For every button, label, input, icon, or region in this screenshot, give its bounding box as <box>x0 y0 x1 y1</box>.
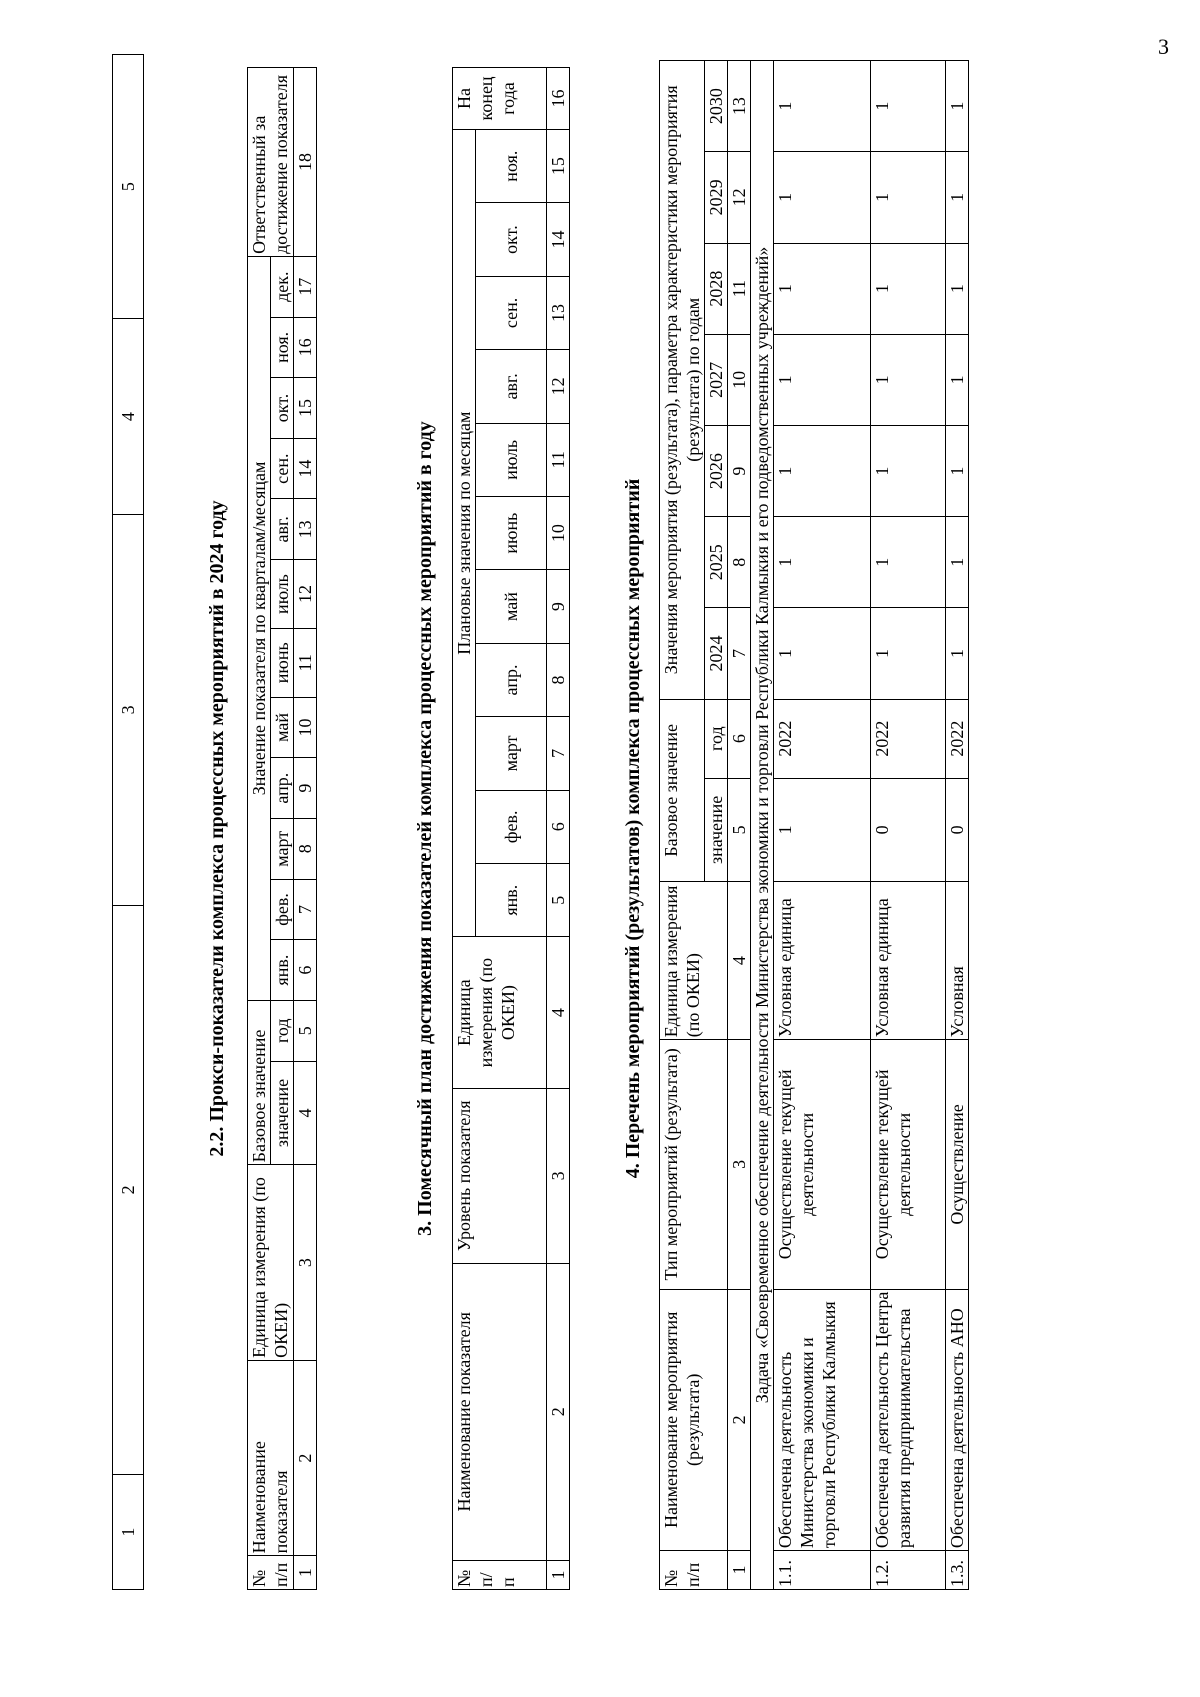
row-num: 1.1. <box>774 1551 871 1590</box>
header-month: дек. <box>271 256 294 317</box>
index-cell: 4 <box>728 882 751 1040</box>
index-cell: 3 <box>728 1040 751 1289</box>
header-year: 2025 <box>705 517 728 608</box>
index-cell: 4 <box>547 937 570 1089</box>
index-cell: 1 <box>728 1551 751 1590</box>
row-value: 1 <box>774 61 871 152</box>
index-cell: 13 <box>547 276 570 349</box>
header-base: Базовое значение <box>248 1000 271 1164</box>
index-cell: 9 <box>547 570 570 643</box>
index-cell: 16 <box>294 317 317 378</box>
row-type: Осуществление <box>946 1040 969 1289</box>
table-header-row <box>248 68 271 1590</box>
header-num: № п/п <box>453 1560 547 1589</box>
row-value: 1 <box>774 608 871 699</box>
header-quarter: Значение показателя по кварталам/месяцам <box>248 256 271 1000</box>
row-base-value: 0 <box>946 778 969 881</box>
header-year: 2026 <box>705 425 728 516</box>
section-4-title: 4. Перечень мероприятий (результатов) комплекса процессных мероприятий <box>622 478 644 1179</box>
index-cell: 2 <box>547 1263 570 1560</box>
index-cell: 1 <box>547 1560 570 1589</box>
header-unit: Единица измерения (по ОКЕИ) <box>660 882 728 1040</box>
table-row <box>113 55 144 1590</box>
row-unit: Условная единица <box>871 882 946 1040</box>
index-cell: 4 <box>113 319 144 515</box>
header-num: № п/п <box>660 1551 728 1590</box>
header-month: янв. <box>476 864 547 937</box>
header-name: Наименование показателя <box>453 1263 547 1560</box>
index-cell: 6 <box>547 790 570 863</box>
index-cell: 10 <box>547 496 570 569</box>
table-row <box>294 68 317 1590</box>
header-month: авг. <box>476 350 547 423</box>
page-number: 3 <box>1158 34 1169 59</box>
header-month: апр. <box>271 758 294 819</box>
row-base-year: 2022 <box>871 699 946 778</box>
index-cell: 15 <box>547 129 570 202</box>
index-cell: 5 <box>294 1000 317 1061</box>
header-year: 2029 <box>705 152 728 243</box>
row-base-value: 1 <box>774 778 871 881</box>
header-month: май <box>271 697 294 758</box>
index-cell: 9 <box>294 758 317 819</box>
row-base-year: 2022 <box>774 699 871 778</box>
header-unit: Единица измерения (по ОКЕИ) <box>248 1165 294 1360</box>
row-name: Обеспечена деятельность Министерства экономики и торговли Республики Калмыкия <box>774 1289 871 1551</box>
index-cell: 14 <box>547 203 570 276</box>
header-unit: Единица измерения (по ОКЕИ) <box>453 937 547 1089</box>
header-base-value: значение <box>705 778 728 881</box>
header-month: июль <box>271 560 294 629</box>
row-num: 1.2. <box>871 1551 946 1590</box>
row-value: 1 <box>946 425 969 516</box>
header-name: Наименование мероприятия (результата) <box>660 1289 728 1551</box>
index-cell: 8 <box>294 818 317 879</box>
row-value: 1 <box>871 152 946 243</box>
table-header-row <box>660 61 705 1590</box>
column-index-table <box>112 54 144 1590</box>
index-cell: 6 <box>728 699 751 778</box>
header-month: март <box>476 717 547 790</box>
row-value: 1 <box>774 425 871 516</box>
header-end-of-year: На конец года <box>453 68 547 130</box>
row-value: 1 <box>946 243 969 334</box>
row-value: 1 <box>774 517 871 608</box>
header-name: Наименование показателя <box>248 1360 294 1555</box>
header-level: Уровень показателя <box>453 1088 547 1263</box>
header-base-year: год <box>271 1000 294 1061</box>
header-type: Тип мероприятий (результата) <box>660 1040 728 1289</box>
row-value: 1 <box>946 152 969 243</box>
row-value: 1 <box>774 243 871 334</box>
proxy-indicators-table <box>247 67 317 1590</box>
activities-table <box>659 60 969 1590</box>
row-value: 1 <box>871 334 946 425</box>
table-row <box>871 61 946 1590</box>
header-month: ноя. <box>271 317 294 378</box>
index-cell: 12 <box>728 152 751 243</box>
header-year: 2028 <box>705 243 728 334</box>
header-plan: Плановые значения по месяцам <box>453 129 476 936</box>
index-cell: 2 <box>728 1289 751 1551</box>
index-cell: 12 <box>294 560 317 629</box>
index-cell: 17 <box>294 256 317 317</box>
header-month: май <box>476 570 547 643</box>
row-value: 1 <box>871 243 946 334</box>
index-cell: 8 <box>547 643 570 716</box>
task-row <box>751 61 774 1590</box>
index-cell: 11 <box>547 423 570 496</box>
index-cell: 2 <box>113 905 144 1475</box>
header-month: окт. <box>271 378 294 439</box>
index-cell: 18 <box>294 68 317 257</box>
index-cell: 12 <box>547 350 570 423</box>
header-year: 2027 <box>705 334 728 425</box>
rotated-page-content <box>112 45 1162 1590</box>
index-cell: 14 <box>294 438 317 499</box>
header-base-value: значение <box>271 1061 294 1165</box>
header-month: апр. <box>476 643 547 716</box>
table-row <box>728 61 751 1590</box>
row-value: 1 <box>774 152 871 243</box>
row-value: 1 <box>946 334 969 425</box>
header-month: июнь <box>476 496 547 569</box>
index-cell: 7 <box>728 608 751 699</box>
index-cell: 1 <box>294 1556 317 1590</box>
index-cell: 5 <box>113 55 144 319</box>
row-type: Осуществление текущей деятельности <box>871 1040 946 1289</box>
row-num: 1.3. <box>946 1551 969 1590</box>
table-row <box>946 61 969 1590</box>
header-month: фев. <box>271 879 294 940</box>
index-cell: 15 <box>294 378 317 439</box>
index-cell: 10 <box>294 697 317 758</box>
index-cell: 11 <box>728 243 751 334</box>
row-value: 1 <box>871 517 946 608</box>
row-type: Осуществление текущей деятельности <box>774 1040 871 1289</box>
header-month: окт. <box>476 203 547 276</box>
row-name: Обеспечена деятельность Центра развития предпринимательства <box>871 1289 946 1551</box>
index-cell: 5 <box>547 864 570 937</box>
header-month: июль <box>476 423 547 496</box>
index-cell: 3 <box>547 1088 570 1263</box>
table-header-row <box>453 68 476 1590</box>
row-value: 1 <box>871 608 946 699</box>
row-unit: Условная единица <box>774 882 871 1040</box>
header-year: 2024 <box>705 608 728 699</box>
index-cell: 9 <box>728 425 751 516</box>
index-cell: 7 <box>547 717 570 790</box>
index-cell: 6 <box>294 940 317 1001</box>
monthly-plan-table <box>452 67 570 1590</box>
header-responsible: Ответственный за достижение показателя <box>248 68 294 257</box>
task-cell: Задача «Своевременное обеспечение деятельности Министерства экономики и торговли Республики Калмыкия и его подведомственных учреждений» <box>751 61 774 1590</box>
row-value: 1 <box>774 334 871 425</box>
header-month: авг. <box>271 499 294 560</box>
index-cell: 8 <box>728 517 751 608</box>
row-value: 1 <box>871 61 946 152</box>
row-value: 1 <box>946 61 969 152</box>
index-cell: 11 <box>294 628 317 697</box>
header-month: фев. <box>476 790 547 863</box>
index-cell: 7 <box>294 879 317 940</box>
row-base-value: 0 <box>871 778 946 881</box>
row-value: 1 <box>946 517 969 608</box>
header-num: № п/п <box>248 1556 294 1590</box>
header-month: март <box>271 818 294 879</box>
index-cell: 3 <box>113 515 144 906</box>
row-name: Обеспечена деятельность АНО <box>946 1289 969 1551</box>
table-row <box>774 61 871 1590</box>
row-base-year: 2022 <box>946 699 969 778</box>
index-cell: 5 <box>728 778 751 881</box>
section-3-title: 3. Помесячный план достижения показателей комплекса процессных мероприятий в году <box>414 421 436 1236</box>
header-base: Базовое значение <box>660 699 705 881</box>
section-2-2-title: 2.2. Прокси-показатели комплекса процессных мероприятий в 2024 году <box>206 500 228 1157</box>
index-cell: 13 <box>728 61 751 152</box>
index-cell: 10 <box>728 334 751 425</box>
header-base-year: год <box>705 699 728 778</box>
header-values: Значения мероприятия (результата), параметра характеристики мероприятия (результата) по годам <box>660 61 705 700</box>
header-month: янв. <box>271 940 294 1001</box>
row-value: 1 <box>871 425 946 516</box>
header-month: июнь <box>271 628 294 697</box>
index-cell: 13 <box>294 499 317 560</box>
table-row <box>547 68 570 1590</box>
row-value: 1 <box>946 608 969 699</box>
row-unit: Условная <box>946 882 969 1040</box>
header-month: ноя. <box>476 129 547 202</box>
index-cell: 3 <box>294 1165 317 1360</box>
header-month: сен. <box>271 438 294 499</box>
index-cell: 4 <box>294 1061 317 1165</box>
header-month: сен. <box>476 276 547 349</box>
index-cell: 2 <box>294 1360 317 1555</box>
header-year: 2030 <box>705 61 728 152</box>
index-cell: 16 <box>547 68 570 130</box>
index-cell: 1 <box>113 1475 144 1590</box>
